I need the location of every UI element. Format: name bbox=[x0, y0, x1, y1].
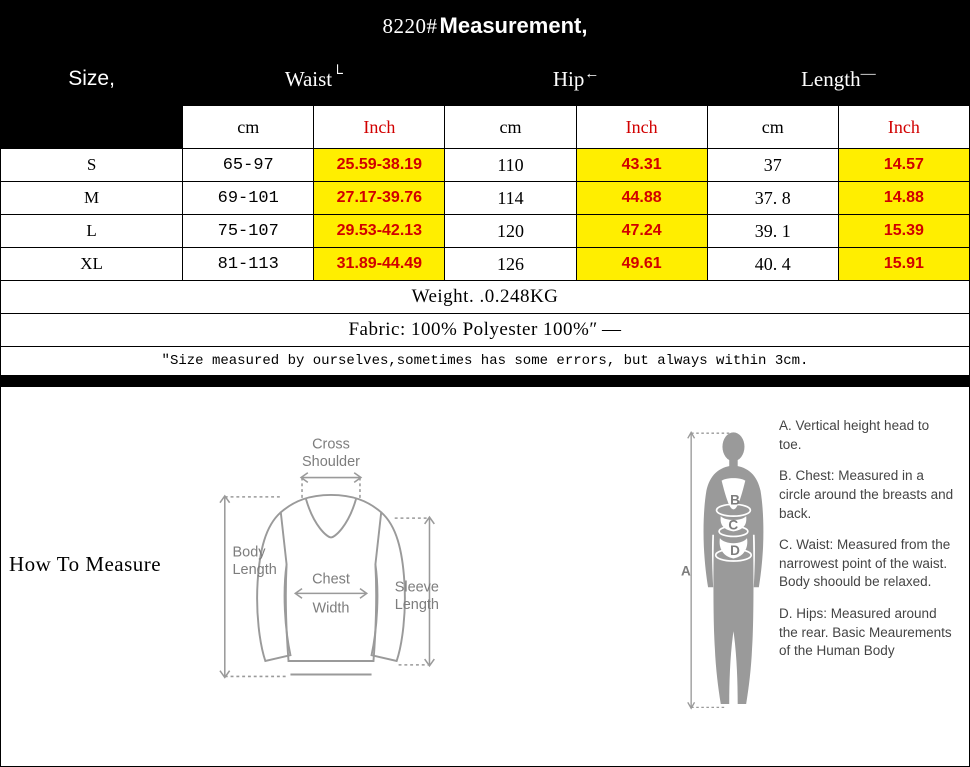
chart-title-bar bbox=[0, 0, 970, 52]
style-number: 8220# bbox=[382, 13, 438, 38]
header-group-waist-label: Waist bbox=[284, 67, 333, 91]
cell-hip-inch: 44.88 bbox=[576, 182, 707, 215]
cell-waist-inch: 29.53-42.13 bbox=[314, 215, 445, 248]
label-length: Length bbox=[232, 562, 277, 579]
header-size: Size, bbox=[1, 53, 183, 106]
legend-item-a: A. Vertical height head to toe. bbox=[779, 418, 930, 452]
weight-value: Weight. .0.248KG bbox=[1, 281, 970, 314]
measurement-table bbox=[0, 52, 970, 376]
label-sleeve: Sleeve bbox=[394, 579, 439, 596]
weight-row bbox=[1, 281, 970, 314]
cell-size: XL bbox=[1, 248, 183, 281]
cell-waist-inch: 31.89-44.49 bbox=[314, 248, 445, 281]
unit-waist-cm: cm bbox=[183, 106, 314, 149]
header-group-hip-label: Hip bbox=[552, 67, 585, 91]
cell-length-cm: 40. 4 bbox=[707, 248, 838, 281]
table-row bbox=[1, 215, 970, 248]
table-row bbox=[1, 248, 970, 281]
cell-hip-cm: 114 bbox=[445, 182, 576, 215]
cell-hip-inch: 47.24 bbox=[576, 215, 707, 248]
cell-length-inch: 15.91 bbox=[838, 248, 969, 281]
unit-hip-cm: cm bbox=[445, 106, 576, 149]
cell-waist-inch: 27.17-39.76 bbox=[314, 182, 445, 215]
legend-item-c: C. Waist: Measured from the narrowest point of the waist. Body shoould be relaxed. bbox=[779, 537, 951, 590]
table-row bbox=[1, 149, 970, 182]
table-row bbox=[1, 182, 970, 215]
header-group-length-mark: — bbox=[860, 66, 876, 82]
legend-item-b: B. Chest: Measured in a circle around the breasts and back. bbox=[779, 468, 954, 521]
how-to-measure-label: How To Measure bbox=[9, 552, 162, 576]
garment-measurement-diagram bbox=[201, 437, 461, 717]
header-group-waist bbox=[183, 53, 445, 106]
cell-waist-cm: 81-113 bbox=[183, 248, 314, 281]
cell-waist-inch: 25.59-38.19 bbox=[314, 149, 445, 182]
body-measurement-diagram bbox=[681, 407, 791, 737]
cell-length-cm: 37. 8 bbox=[707, 182, 838, 215]
label-sleeve-length: Length bbox=[394, 596, 439, 613]
cell-hip-inch: 49.61 bbox=[576, 248, 707, 281]
table-header-row bbox=[1, 53, 970, 106]
cell-hip-cm: 120 bbox=[445, 215, 576, 248]
unit-waist-inch: Inch bbox=[314, 106, 445, 149]
header-group-hip-mark: ← bbox=[584, 66, 600, 82]
label-cross: Cross bbox=[312, 437, 350, 453]
cell-waist-cm: 75-107 bbox=[183, 215, 314, 248]
marker-b: B bbox=[730, 492, 740, 508]
measurement-legend bbox=[779, 417, 954, 674]
unit-length-cm: cm bbox=[707, 106, 838, 149]
measurement-note: ʺSize measured by ourselves,sometimes has some errors, but always within 3cm. bbox=[1, 347, 970, 376]
header-group-length bbox=[707, 53, 969, 106]
unit-row-size-spacer bbox=[1, 106, 183, 149]
cell-hip-cm: 126 bbox=[445, 248, 576, 281]
cell-hip-cm: 110 bbox=[445, 149, 576, 182]
note-row bbox=[1, 347, 970, 376]
marker-a: A bbox=[681, 563, 691, 579]
cell-length-cm: 37 bbox=[707, 149, 838, 182]
how-to-measure-panel bbox=[0, 386, 970, 767]
header-group-hip bbox=[445, 53, 707, 106]
cell-waist-cm: 69-101 bbox=[183, 182, 314, 215]
unit-length-inch: Inch bbox=[838, 106, 969, 149]
marker-c: C bbox=[728, 517, 739, 533]
marker-d: D bbox=[730, 543, 740, 559]
unit-hip-inch: Inch bbox=[576, 106, 707, 149]
cell-length-inch: 15.39 bbox=[838, 215, 969, 248]
cell-length-cm: 39. 1 bbox=[707, 215, 838, 248]
cell-size: S bbox=[1, 149, 183, 182]
page-title: Measurement, bbox=[439, 13, 588, 38]
legend-item-d: D. Hips: Measured around the rear. Basic Meaurements of the Human Body bbox=[779, 606, 952, 659]
header-group-length-label: Length bbox=[801, 67, 861, 91]
fabric-row bbox=[1, 314, 970, 347]
unit-header-row bbox=[1, 106, 970, 149]
fabric-value: Fabric: 100% Polyester 100%ʺ — bbox=[1, 314, 970, 347]
cell-size: M bbox=[1, 182, 183, 215]
cell-waist-cm: 65-97 bbox=[183, 149, 314, 182]
label-body: Body bbox=[232, 544, 266, 561]
label-shoulder: Shoulder bbox=[302, 453, 360, 470]
label-width: Width bbox=[312, 600, 350, 617]
cell-length-inch: 14.57 bbox=[838, 149, 969, 182]
header-group-waist-mark: └ bbox=[332, 66, 343, 82]
cell-hip-inch: 43.31 bbox=[576, 149, 707, 182]
cell-size: L bbox=[1, 215, 183, 248]
label-chest: Chest bbox=[312, 571, 350, 588]
cell-length-inch: 14.88 bbox=[838, 182, 969, 215]
